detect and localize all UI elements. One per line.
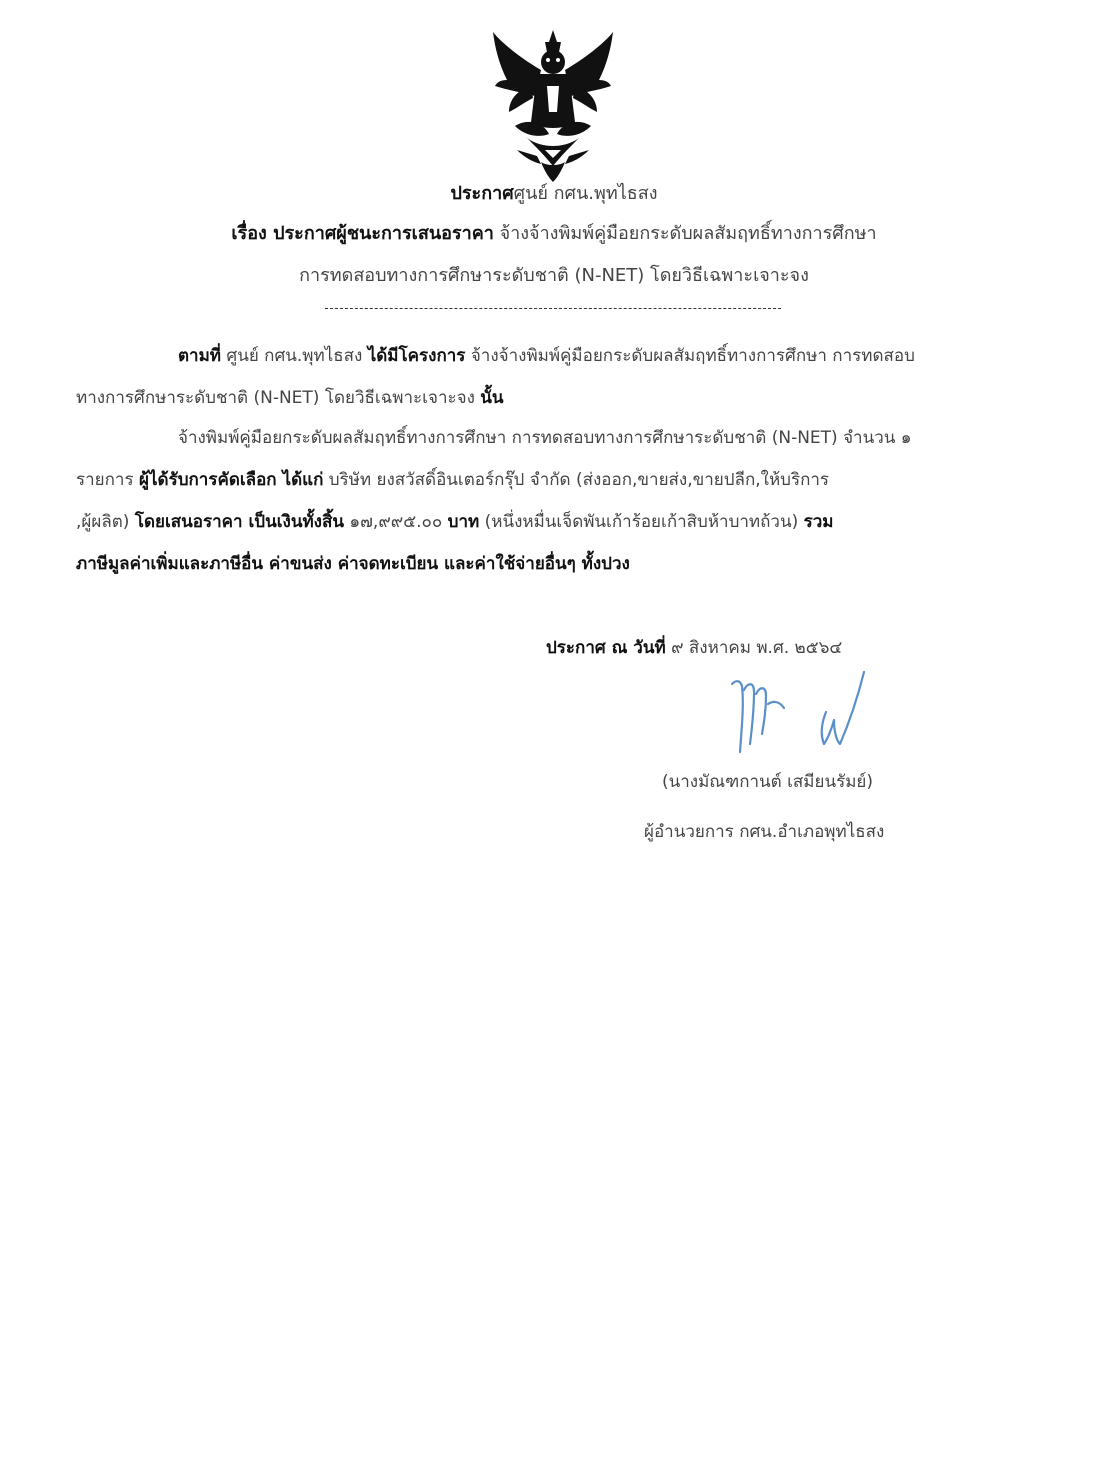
signer-position: ผู้อำนวยการ กศน.อำเภอพุทไธสง — [644, 822, 885, 842]
announcement-subject-line2 — [0, 260, 1108, 289]
text-regular: จ้างจ้างพิมพ์คู่มือยกระดับผลสัมฤทธิ์ทางการศึกษา การทดสอบ — [465, 346, 915, 366]
paragraph-1-line-1 — [178, 342, 915, 369]
date-label: ประกาศ ณ วันที่ — [546, 638, 666, 658]
handwritten-signature — [722, 664, 872, 760]
text-bold: ผู้ได้รับการคัดเลือก ได้แก่ — [139, 470, 324, 490]
date-value: ๙ สิงหาคม พ.ศ. ๒๕๖๔ — [665, 638, 843, 658]
price-amount: ๑๗,๙๙๕.๐๐ — [343, 512, 448, 532]
subject-text-line2: การทดสอบทางการศึกษาระดับชาติ (N-NET) โดยวิธีเฉพาะเจาะจง — [299, 265, 809, 286]
text-bold: ตามที่ — [178, 346, 221, 366]
text-bold: โดยเสนอราคา เป็นเงินทั้งสิ้น — [134, 512, 344, 532]
paragraph-2-line-1 — [178, 424, 912, 451]
price-in-words: (หนึ่งหมื่นเจ็ดพันเก้าร้อยเก้าสิบห้าบาทถ้วน) — [479, 512, 804, 532]
paragraph-2-line-3 — [76, 508, 834, 535]
header-divider — [325, 308, 781, 309]
garuda-emblem-icon — [487, 26, 619, 186]
paragraph-2-line-2 — [76, 466, 829, 493]
text-regular: รายการ — [76, 470, 140, 490]
text-regular: ทางการศึกษาระดับชาติ (N-NET) โดยวิธีเฉพาะเจาะจง — [76, 388, 481, 408]
subject-label: เรื่อง ประกาศผู้ชนะการเสนอราคา — [231, 223, 494, 244]
title-organization: ศูนย์ กศน.พุทไธสง — [513, 183, 658, 204]
announcement-subject — [0, 218, 1108, 247]
subject-text: จ้างจ้างพิมพ์คู่มือยกระดับผลสัมฤทธิ์ทางการศึกษา — [493, 223, 877, 244]
text-regular: ,ผู้ผลิต) — [76, 512, 135, 532]
paragraph-1-line-2 — [76, 384, 504, 411]
text-bold: รวม — [803, 512, 834, 532]
announcement-date — [546, 634, 842, 661]
text-bold: ภาษีมูลค่าเพิ่มและภาษีอื่น ค่าขนส่ง ค่าจดทะเบียน และค่าใช้จ่ายอื่นๆ ทั้งปวง — [76, 554, 630, 574]
paragraph-2-line-4 — [76, 550, 630, 577]
text-regular: จ้างพิมพ์คู่มือยกระดับผลสัมฤทธิ์ทางการศึกษา การทดสอบทางการศึกษาระดับชาติ (N-NET) จำนวน ๑ — [178, 428, 912, 448]
text-bold: นั้น — [480, 388, 504, 408]
title-prefix: ประกาศ — [450, 183, 514, 204]
signer-name: (นางมัณฑกานต์ เสมียนรัมย์) — [662, 772, 873, 792]
text-bold: ได้มีโครงการ — [367, 346, 466, 366]
text-regular: บริษัท ยงสวัสดิ์อินเตอร์กรุ๊ป จำกัด (ส่งออก,ขายส่ง,ขายปลีก,ให้บริการ — [323, 470, 830, 490]
text-bold: บาท — [447, 512, 480, 532]
text-regular: ศูนย์ กศน.พุทไธสง — [221, 346, 368, 366]
announcement-title — [0, 178, 1108, 207]
